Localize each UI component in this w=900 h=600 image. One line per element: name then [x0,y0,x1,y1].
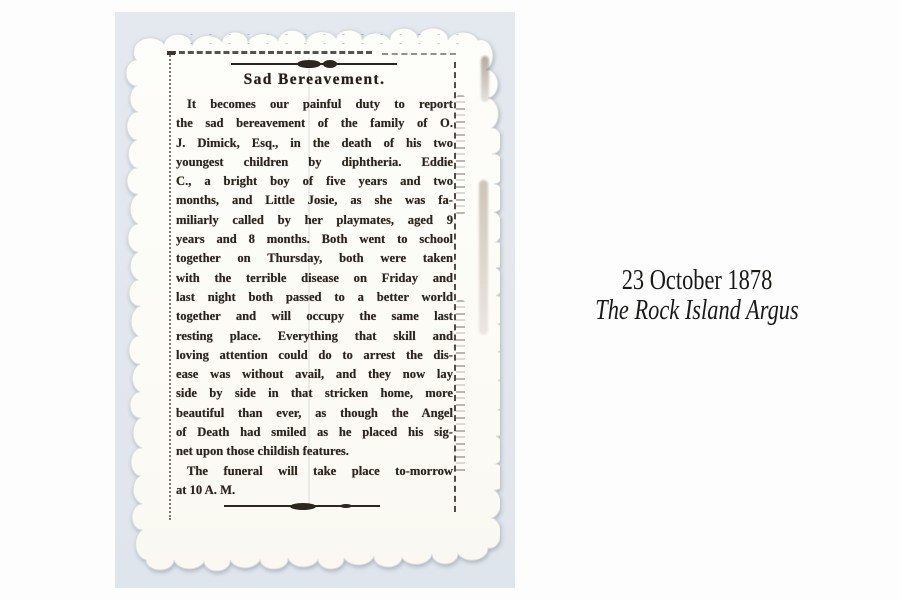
article-line: side by side in that stricken home, more [176,386,453,401]
cut-remnant-dashed-line [170,51,372,54]
torn-edge-speckle [456,300,465,475]
article-line: together and will occupy the same last [176,309,453,324]
cut-remnant-dashed-line [382,53,456,55]
article-line: of Death had smiled as he placed his sig- [176,425,453,440]
article-line: resting place. Everything that skill and [176,328,453,343]
article-line: months, and Little Josie, as she was fa- [176,193,453,208]
article-line: at 10 A. M. [176,482,236,497]
article-line: years and 8 months. Both went to school [176,232,453,247]
scan-speckle-dots [182,30,460,52]
ink-smudge [479,180,488,335]
ink-smudge [481,56,489,102]
column-border-right [454,62,456,512]
article-line: It becomes our painful duty to report [187,97,453,111]
article-line: loving attention could do to arrest the dis- [176,347,453,362]
article-line: last night both passed to a better world [176,289,453,304]
article-body [176,95,453,500]
article-line: net upon those childish features. [176,444,349,459]
caption [547,266,847,326]
article-line: with the terrible disease on Friday and [176,270,453,285]
article-headline: Sad Bereavement. [243,71,386,88]
article-line: miliarly called by her playmates, aged 9 [176,212,453,227]
article-line: The funeral will take place to-morrow [187,463,453,478]
torn-edge-speckle [456,95,465,215]
article-line: youngest children by diphtheria. Eddie [176,154,453,169]
article-line: the sad bereavement of the family of O. [176,116,453,131]
article-line: beautiful than ever, as though the Angel [176,405,453,420]
article-line: together on Thursday, both were taken [176,251,453,266]
caption-date: 23 October 1878 [621,265,773,296]
ornament-rule-bottom [224,505,380,507]
caption-source-title: The Rock Island Argus [595,295,799,326]
article-line: J. Dimick, Esq., in the death of his two [176,135,453,150]
article-line: ease was without avail, and they now lay [176,367,453,382]
article-line: C., a bright boy of five years and two [176,174,453,189]
column-border-left [169,52,171,520]
ornament-rule-top [231,63,397,65]
